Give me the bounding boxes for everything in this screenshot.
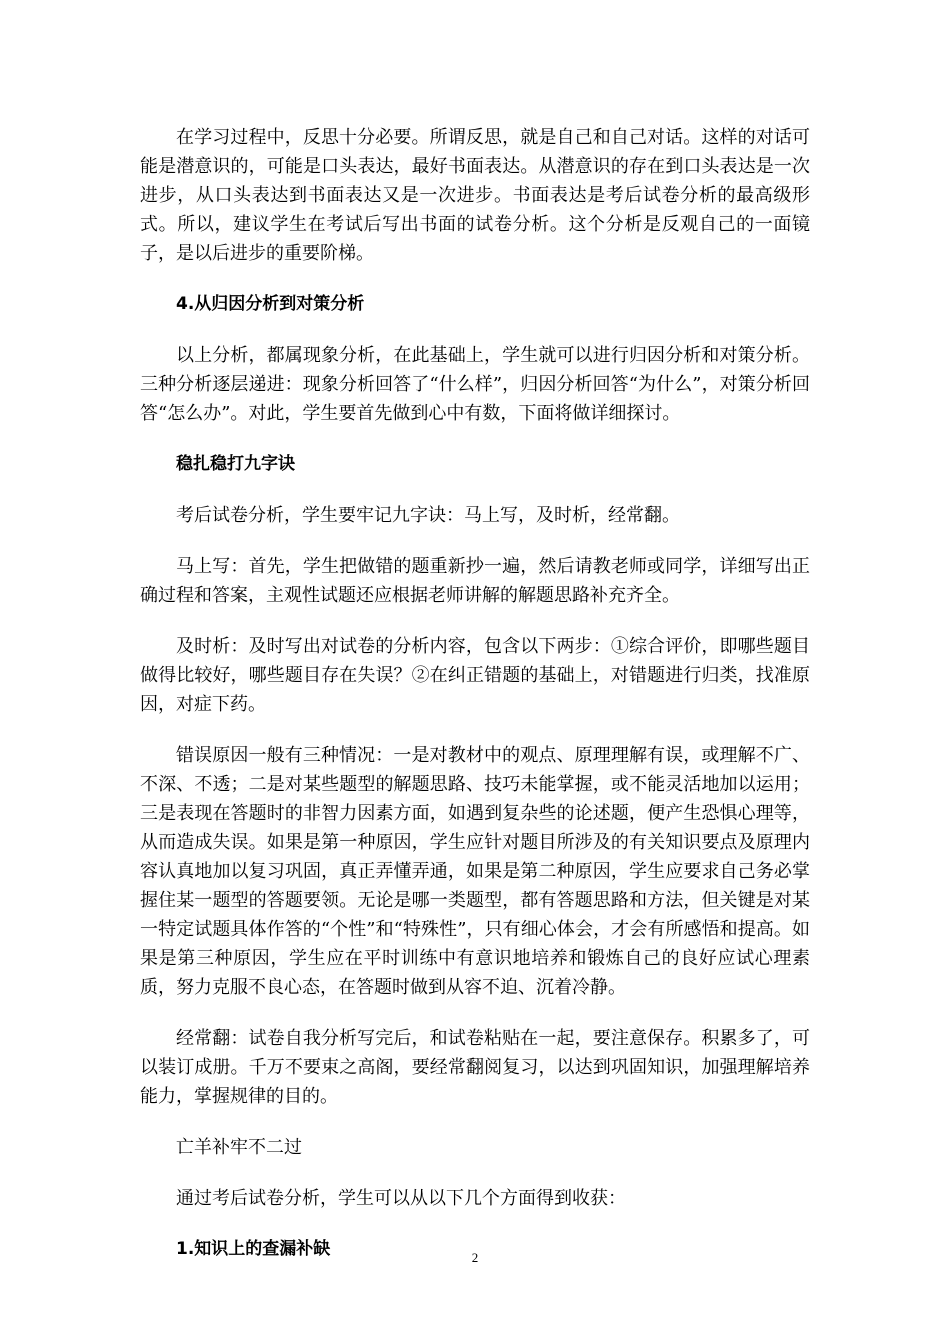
- section-heading-attribution: 4.从归因分析到对策分析: [176, 294, 365, 314]
- paragraph-analysis-levels: 以上分析，都属现象分析，在此基础上，学生就可以进行归因分析和对策分析。三种分析逐层递进：现象分析回答了“什么样”，归因分析回答“为什么”，对策分析回答“怎么办”。对此，学生要首先做到心中有数，下面将做详细探讨。: [140, 345, 810, 424]
- document-body: [140, 123, 810, 1286]
- paragraph-nine-words: 考后试卷分析，学生要牢记九字诀：马上写，及时析，经常翻。: [176, 505, 680, 526]
- page-number: 2: [471, 1250, 479, 1265]
- section-heading-knowledge-gaps: 1.知识上的查漏补缺: [176, 1239, 331, 1259]
- paragraph-gains-intro: 通过考后试卷分析，学生可以从以下几个方面得到收获：: [176, 1188, 626, 1209]
- paragraph-review-often: 经常翻：试卷自我分析写完后，和试卷粘贴在一起，要注意保存。积累多了，可以装订成册。千万不要束之高阁，要经常翻阅复习，以达到巩固知识，加强理解培养能力，掌握规律的目的。: [140, 1028, 810, 1107]
- paragraph-subheading-no-repeat: 亡羊补牢不二过: [176, 1137, 302, 1158]
- section-heading-nine-words: 稳扎稳打九字诀: [176, 454, 295, 474]
- paragraph-reflection: 在学习过程中，反思十分必要。所谓反思，就是自己和自己对话。这样的对话可能是潜意识的，可能是口头表达，最好书面表达。从潜意识的存在到口头表达是一次进步，从口头表达到书面表达又是一次进步。书面表达是考后试卷分析的最高级形式。所以，建议学生在考试后写出书面的试卷分析。这个分析是反观自己的一面镜子，是以后进步的重要阶梯。: [140, 127, 810, 264]
- paragraph-write-immediately: 马上写：首先，学生把做错的题重新抄一遍，然后请教老师或同学，详细写出正确过程和答案，主观性试题还应根据老师讲解的解题思路补充齐全。: [140, 556, 810, 606]
- paragraph-error-causes: 错误原因一般有三种情况：一是对教材中的观点、原理理解有误，或理解不广、不深、不透；二是对某些题型的解题思路、技巧未能掌握，或不能灵活地加以运用；三是表现在答题时的非智力因素方面，如遇到复杂些的论述题，便产生恐惧心理等，从而造成失误。如果是第一种原因，学生应针对题目所涉及的有关知识要点及原理内容认真地加以复习巩固，真正弄懂弄通，如果是第二种原因，学生应要求自己务必掌握住某一题型的答题要领。无论是哪一类题型，都有答题思路和方法，但关键是对某一特定试题具体作答的“个性”和“特殊性”，只有细心体会，才会有所感悟和提高。如果是第三种原因，学生应在平时训练中有意识地培养和锻炼自己的良好应试心理素质，努力克服不良心态，在答题时做到从容不迫、沉着冷静。: [140, 745, 810, 998]
- paragraph-analyze-timely: 及时析：及时写出对试卷的分析内容，包含以下两步：①综合评价，即哪些题目做得比较好，哪些题目存在失误？②在纠正错题的基础上，对错题进行归类，找准原因，对症下药。: [140, 636, 810, 715]
